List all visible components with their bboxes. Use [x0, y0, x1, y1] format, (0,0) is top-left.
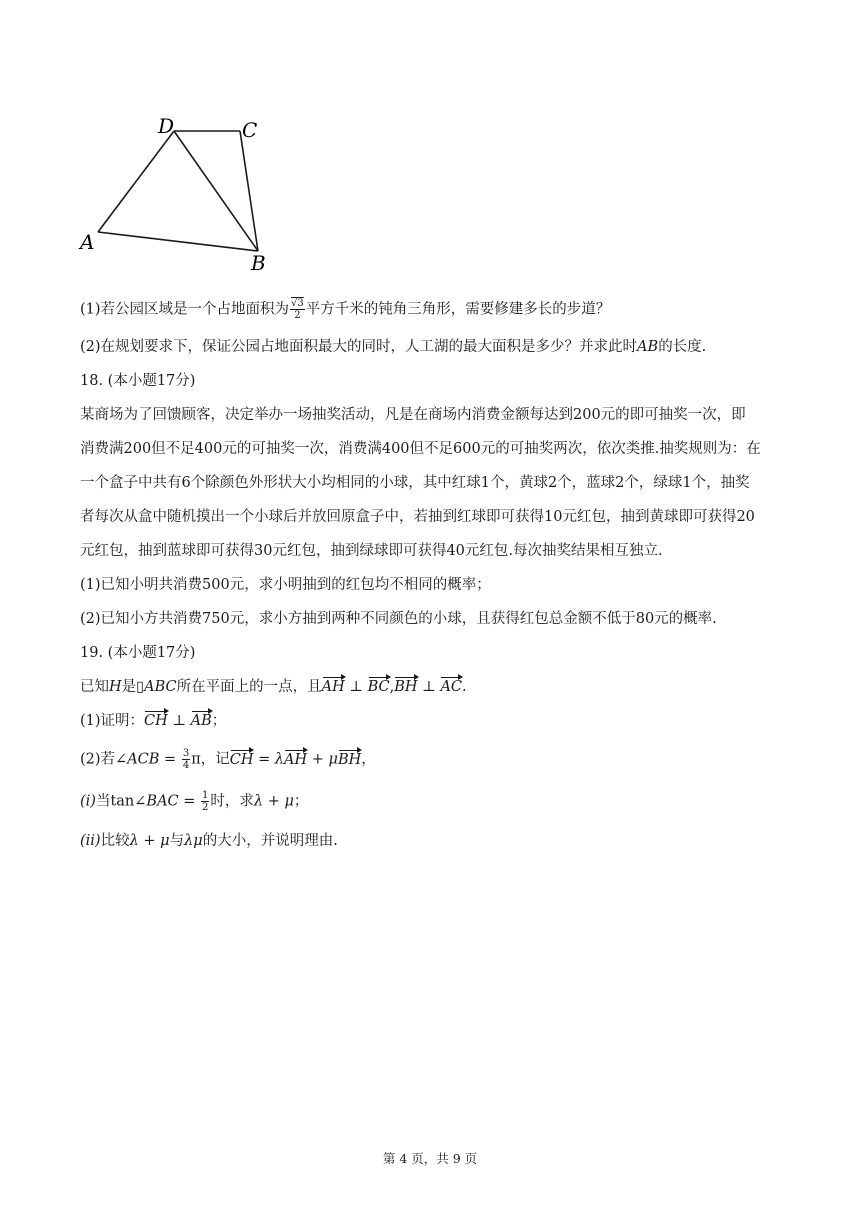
p17-q1-text-b: 平方千米的钝角三角形，需要修建多长的步道？ — [305, 301, 611, 318]
q2-text-a: (2)若∠ — [80, 751, 128, 768]
fraction-denominator: 2 — [294, 310, 301, 321]
label-D: D — [158, 114, 175, 138]
p19-qii — [80, 831, 338, 851]
label-C: C — [242, 118, 258, 142]
period: . — [462, 679, 467, 695]
qi-text-c: 时，求 — [210, 793, 254, 810]
expr-lambda-plus-mu: λ + μ — [129, 833, 170, 849]
fraction-numerator: 1 — [202, 790, 209, 801]
expr-lambda-plus-mu: λ + μ — [253, 793, 294, 810]
segment-name-ab: AB — [637, 339, 659, 355]
fraction-denominator: 4 — [182, 760, 190, 771]
p17-q2-text-a: (2)在规划要求下，保证公园占地面积最大的同时，人工湖的最大面积是多少？并求此时 — [80, 339, 638, 355]
q1-text: (1)证明： — [80, 713, 145, 729]
lambda: λ — [274, 751, 285, 768]
figure-lines — [98, 131, 258, 251]
given-text-c: 所在平面上的一点，且 — [176, 679, 322, 695]
segment-DA — [98, 131, 174, 232]
perp-symbol: ⊥ — [417, 679, 441, 695]
qii-text-b: 比较 — [100, 833, 130, 849]
p17-q2 — [80, 337, 706, 357]
expr-lambda-mu: λμ — [184, 833, 203, 849]
fraction-sqrt3-over-2 — [290, 298, 305, 321]
qii-text-c: 与 — [169, 833, 185, 849]
equals: = — [159, 751, 181, 768]
comma: , — [389, 679, 395, 695]
p19-q2 — [80, 748, 376, 771]
given-text-a: 已知 — [80, 679, 109, 695]
equals: = — [178, 793, 201, 810]
given-text-b: 是▯ — [121, 679, 145, 695]
fraction-numerator: 3 — [182, 748, 190, 759]
fraction-numerator: √3 — [291, 298, 304, 309]
quadrilateral-figure — [0, 0, 860, 290]
triangle-abc: ABC — [144, 679, 177, 695]
semicolon: ； — [211, 713, 227, 729]
perp-symbol: ⊥ — [167, 713, 191, 729]
angle-acb: ACB — [127, 751, 160, 768]
p18-line-3: 一个盒子中共有6个除颜色外形状大小均相同的小球，其中红球1个，黄球2个，蓝球2个，绿球1个，抽奖 — [80, 475, 750, 491]
label-B: B — [251, 251, 266, 275]
p19-header: 19. (本小题17分) — [80, 645, 196, 661]
p18-q2: (2)已知小方共消费750元，求小方抽到两种不同颜色的小球，且获得红包总金额不低于80元的概率. — [80, 611, 717, 627]
fraction-3-over-4 — [182, 748, 190, 771]
subq-i-label: (i) — [80, 793, 96, 810]
p17-q1-text-a: (1)若公园区域是一个占地面积为 — [80, 301, 290, 318]
segment-DB — [174, 131, 258, 251]
p18-line-1: 某商场为了回馈顾客，决定举办一场抽奖活动，凡是在商场内消费金额每达到200元的即可抽奖一次，即 — [80, 407, 746, 423]
label-A: A — [80, 230, 95, 254]
qi-text-b: 当tan∠ — [95, 793, 147, 810]
page-footer: 第 4 页，共 9 页 — [382, 1151, 478, 1166]
comma: ， — [361, 751, 376, 768]
p18-header: 18. (本小题17分) — [80, 373, 196, 389]
p18-line-4: 者每次从盒中随机摸出一个小球后并放回原盒子中，若抽到红球即可获得10元红包，抽到黄球即可获得20 — [80, 509, 755, 525]
plus: + — [307, 751, 329, 768]
p19-qi — [80, 790, 308, 813]
segment-CB — [240, 131, 258, 251]
mu: μ — [328, 751, 338, 768]
vector-bh: BH — [337, 751, 362, 768]
p19-given — [80, 677, 467, 697]
fraction-1-over-2 — [201, 790, 209, 813]
vector-ab: AB — [190, 713, 212, 729]
p17-q1 — [80, 298, 610, 321]
vector-bh: BH — [394, 679, 418, 695]
semicolon: ； — [293, 793, 309, 810]
vector-ch: CH — [144, 713, 168, 729]
segment-AB — [98, 232, 258, 251]
p19-q1 — [80, 711, 226, 731]
vector-bc: BC — [367, 679, 390, 695]
perp-symbol: ⊥ — [344, 679, 368, 695]
qii-text-d: 的大小，并说明理由. — [202, 833, 338, 849]
p18-q1: (1)已知小明共消费500元，求小明抽到的红包均不相同的概率； — [80, 577, 491, 593]
fraction-denominator: 2 — [202, 802, 209, 813]
vector-ah: AH — [284, 751, 308, 768]
p17-q2-text-b: 的长度. — [658, 339, 707, 355]
p18-line-5: 元红包，抽到蓝球即可获得30元红包，抽到绿球即可获得40元红包.每次抽奖结果相互独立. — [80, 543, 663, 559]
angle-bac: BAC — [146, 793, 179, 810]
vector-ac: AC — [440, 679, 463, 695]
subq-ii-label: (ii) — [80, 833, 101, 849]
p18-line-2: 消费满200但不足400元的可抽奖一次，消费满400但不足600元的可抽奖两次，依次类推.抽奖规则为：在 — [80, 441, 761, 457]
vector-ch: CH — [229, 751, 254, 768]
equals: = — [253, 751, 275, 768]
point-h: H — [109, 679, 122, 695]
vector-ah: AH — [321, 679, 345, 695]
pi-text: π，记 — [191, 751, 230, 768]
